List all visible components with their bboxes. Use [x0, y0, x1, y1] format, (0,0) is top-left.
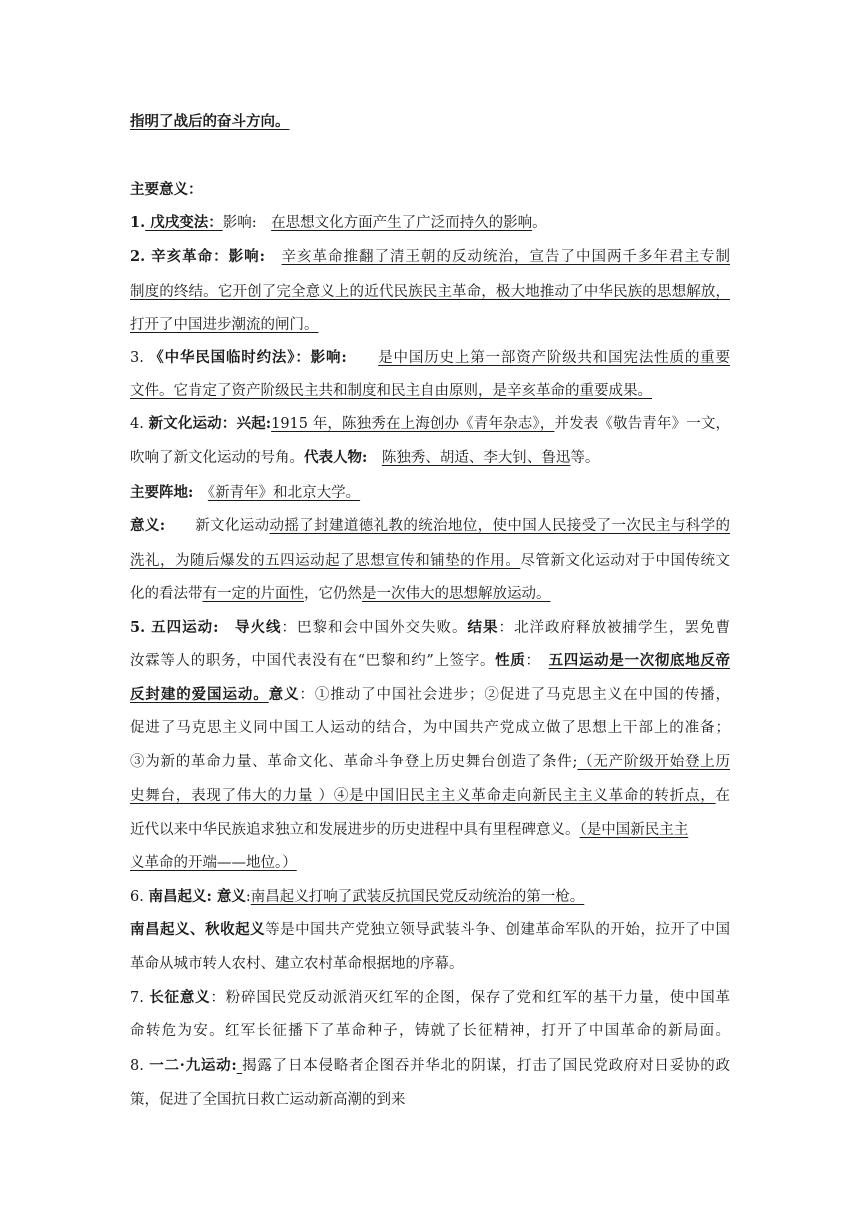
- text-run: 近代以来中华民族追求独立和发展进步的历史进程中具有里程碑意义。: [130, 822, 580, 838]
- text-line: [130, 551, 730, 571]
- text-run: 洗礼，为随后爆发的五四运动起了思想宣传和铺垫的作用。: [130, 553, 521, 569]
- text-line: [130, 315, 319, 335]
- text-line: [130, 954, 464, 974]
- text-line: [130, 1021, 730, 1041]
- text-line: [130, 282, 730, 302]
- text-run: 指明了战后的奋斗方向。: [130, 113, 290, 130]
- text-run: 8.: [130, 1058, 150, 1074]
- text-line: [130, 213, 547, 233]
- text-line: [130, 1056, 730, 1076]
- text-run: 吹响了新文化运动的号角。: [130, 450, 304, 466]
- text-run: 有一定的片面性: [202, 586, 304, 602]
- text-line: [130, 853, 297, 873]
- text-line: [130, 685, 730, 705]
- text-run: 意义:: [130, 517, 166, 534]
- text-run: 《新青年》和北京大学。: [207, 485, 361, 501]
- text-run: ：①推动了中国社会进步；②促进了马克思主义在中国的传播，: [299, 687, 731, 703]
- text-line: [130, 584, 551, 604]
- text-line: [130, 786, 730, 806]
- text-run: 导火线: [218, 619, 282, 636]
- text-line: [130, 448, 599, 468]
- text-run: 3.: [130, 350, 150, 366]
- text-run: 《中华民国临时约法》：影响:: [149, 349, 379, 366]
- text-run: 在思想文化方面产生了广泛而持久的影响: [271, 215, 533, 231]
- text-line: [130, 651, 730, 671]
- text-run: 辛亥革命推翻了清王朝的反动统治，宣告了中国两千多年君主专制: [281, 249, 730, 265]
- text-run: 是一次伟大的思想解放运动。: [362, 586, 551, 602]
- text-run: 等。: [570, 450, 600, 466]
- text-run: 5. 五四运动:: [130, 619, 219, 636]
- text-run: 并发表《敬告青年》一文，: [554, 416, 730, 432]
- heading-text: 主要意义：: [130, 181, 203, 198]
- text-run: 化的看法带: [130, 586, 203, 602]
- text-line: [130, 618, 730, 638]
- text-line: [130, 516, 730, 536]
- text-run: 革命从城市转人农村、建立农村革命根据地的序幕。: [130, 956, 464, 972]
- text-run: 主要阵地:: [130, 484, 194, 501]
- text-line: [130, 247, 730, 267]
- text-run: ：粉碎国民党反动派消灭红军的企图，保存了党和红军的基干力量，使中国革: [210, 990, 730, 1006]
- text-run: 1.: [130, 214, 146, 231]
- text-line: [130, 112, 290, 132]
- text-run: 文件。它肯定了资产阶级民主共和制度和民主自由原则，是辛亥革命的重要成果。: [130, 383, 652, 399]
- text-run: 是中国历史上第一部资产阶级共和国宪法性质的重要: [378, 350, 730, 366]
- text-line: [130, 820, 688, 840]
- text-run: ：巴黎和会中国外交失败。: [281, 620, 468, 636]
- text-run: 尽管新文化运动对于中国传统文: [520, 553, 731, 569]
- text-run: 影响:: [222, 215, 272, 231]
- text-run: 2. 辛亥革命：影响:: [130, 248, 282, 265]
- text-run: 汝霖等人的职务，中国代表没有在“巴黎和约”上签字。: [130, 653, 496, 669]
- text-run: 戊戌变法：: [145, 214, 223, 231]
- section-heading: [130, 180, 203, 200]
- text-run: 义革命的开端——地位。）: [130, 855, 297, 871]
- text-run: （是中国新民主主: [579, 822, 689, 838]
- text-run: 制度的终结。它开创了完全意义上的近代民族民主革命，极大地推动了中华民族的思想解放，: [130, 284, 730, 300]
- text-run: 命转危为安。红军长征播下了革命种子，铸就了长征精神，打开了中国革命的新局面。: [130, 1023, 730, 1039]
- text-run: 动摇了封建道德礼教的统治地位，使中国人民接受了一次民主与科学的: [269, 518, 731, 534]
- text-run: 南昌起义: 意义: [148, 888, 246, 905]
- text-line: [130, 988, 730, 1008]
- text-line: [130, 920, 730, 940]
- text-run: （无产阶级开始登上历: [577, 754, 730, 770]
- text-run: 南昌起义、秋收起义: [130, 921, 266, 938]
- text-run: 意义: [268, 686, 300, 703]
- text-line: [130, 718, 730, 738]
- text-run: 陈独秀、胡适、李大钊、鲁迅: [381, 450, 571, 466]
- text-run: [193, 485, 208, 501]
- text-run: 。: [532, 215, 547, 231]
- text-run: ：: [525, 653, 549, 669]
- text-run: 打开了中国进步潮流的闸门。: [130, 317, 319, 333]
- text-run: 长征意义: [149, 989, 211, 1006]
- text-run: 结果: [467, 619, 499, 636]
- text-run: 性质: [495, 652, 526, 669]
- text-run: 等是中国共产党独立领导武装斗争、创建革命军队的开始，拉开了中国: [265, 922, 731, 938]
- text-run: 一二·九运动:: [149, 1057, 237, 1074]
- text-line: [130, 414, 730, 434]
- text-run: 反封建的爱国运动。: [130, 686, 269, 703]
- text-run: 五四运动是一次彻底地反帝: [548, 652, 731, 669]
- text-line: [130, 381, 652, 401]
- text-run: :: [245, 889, 251, 905]
- text-run: 促进了马克思主义同中国工人运动的结合，为中国共产党成立做了思想上干部上的准备；: [130, 720, 730, 736]
- text-run: 新文化运动：兴起:: [148, 415, 272, 432]
- text-run: ：北洋政府释放被捕学生，罢免曹: [498, 620, 731, 636]
- text-line: [130, 1090, 406, 1110]
- text-run: ④是中国旧民主主义革命走向新民主主义革命的转折点，: [333, 788, 716, 804]
- text-line: [130, 483, 360, 503]
- text-run: 在: [715, 788, 731, 804]
- text-line: [130, 348, 730, 368]
- text-run: 4.: [130, 416, 149, 432]
- text-run: 新文化运动: [165, 518, 270, 534]
- text-run: [367, 450, 382, 466]
- text-line: [130, 887, 584, 907]
- text-run: 史舞台，表现了伟大的力量 ）: [130, 788, 334, 804]
- text-run: 南昌起义打响了武装反抗国民党反动统治的第一枪。: [250, 889, 585, 905]
- text-run: 1915 年，陈独秀在上海创办《青年杂志》，: [271, 416, 555, 432]
- text-run: 策，促进了全国抗日救亡运动新高潮的到来: [130, 1092, 406, 1108]
- text-line: [130, 752, 730, 772]
- text-run: ③为新的革命力量、革命文化、革命斗争登上历史舞台创造了条件;: [130, 754, 578, 770]
- text-run: 代表人物:: [304, 449, 368, 466]
- text-run: 揭露了日本侵略者企图吞并华北的阴谋，打击了国民党政府对日妥协的政: [242, 1058, 731, 1074]
- text-run: ，它仍然: [304, 586, 362, 602]
- text-run: 7.: [130, 990, 150, 1006]
- text-run: 6.: [130, 889, 149, 905]
